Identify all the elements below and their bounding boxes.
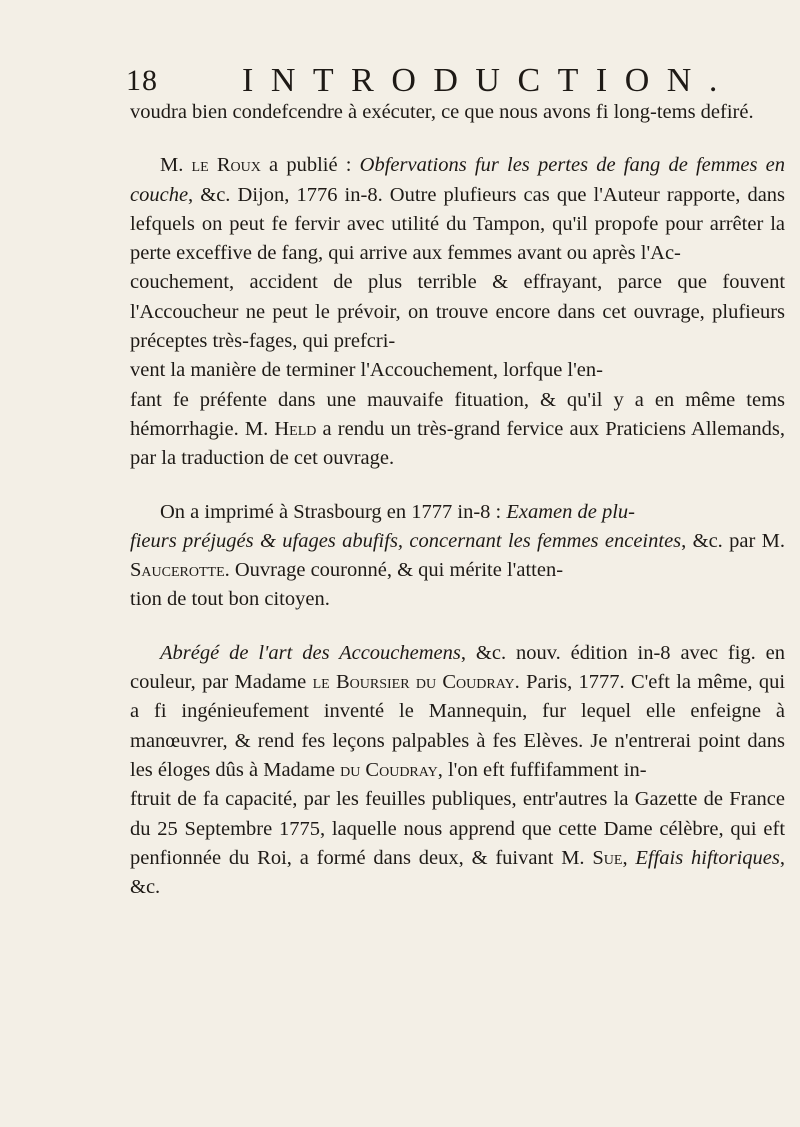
- paragraph: [130, 151, 785, 473]
- text-run: avec utilité du Tampon, qu'il propofe pour arrêter la perte: [130, 212, 786, 265]
- text-run: même tems hémorrhagie. M.: [130, 388, 785, 440]
- text-run: éloges dûs à Madame: [157, 758, 341, 781]
- text-run: , &c.: [130, 846, 785, 899]
- text-run: , l'on eft fuffifamment in-: [437, 758, 647, 781]
- text-run: .: [514, 671, 520, 694]
- text-run: Saucerotte: [130, 559, 225, 582]
- paragraph: [130, 639, 785, 903]
- text-run: . Ouvrage couronné, & qui mérite l'atten-: [224, 559, 564, 582]
- paragraph: [130, 498, 785, 615]
- page-number: 18: [126, 64, 158, 97]
- text-run: a publié :: [260, 154, 360, 177]
- text-run: ftruit de fa capacité, par les feuilles publiques, entr'autres la: [130, 788, 629, 811]
- text-run: a formé dans deux, & fuivant M.: [299, 846, 593, 869]
- text-run: Held: [274, 417, 317, 440]
- text-run: , &c. nouv. édition in-8: [460, 641, 671, 664]
- paragraph: [130, 98, 785, 127]
- text-run: de femmes en couche: [130, 154, 786, 206]
- text-run: Abrégé de l'art des Accouchemens: [160, 641, 461, 664]
- text-run: apprend que cette Dame célèbre, qui eft penfionnée du Roi,: [130, 817, 786, 869]
- text-run: par M.: [729, 529, 786, 552]
- text-run: Gazette de France du 25 Septembre 1775, laquelle nous: [130, 788, 786, 840]
- body-text: [130, 98, 785, 902]
- text-run: avec fig. en couleur, par Madame: [130, 641, 786, 694]
- text-run: dans cet ouvrage, plufieurs préceptes très-fages, qui prefcri-: [130, 300, 785, 353]
- text-run: Mannequin, fur lequel elle enfeigne à manœuvrer, & rend fes: [130, 700, 786, 752]
- text-run: fant fe préfente dans une mauvaife fituation, & qu'il y a en: [130, 388, 675, 411]
- text-run: a rendu un très-grand: [316, 417, 501, 440]
- text-run: cas que l'Auteur rapporte, dans lefquels on peut fe fervir: [130, 183, 786, 235]
- text-run: Sue: [592, 846, 623, 869]
- text-run: exceffive de fang, qui arrive aux femmes avant ou après l'Ac-: [176, 242, 681, 265]
- text-run: Paris, 1777. C'eft la même, qui a fi ingénieufement inventé le: [130, 671, 786, 723]
- text-run: le Roux: [191, 154, 261, 177]
- text-run: fieurs préjugés & ufages abufifs, concernant les femmes enceintes: [130, 529, 682, 552]
- text-run: ouvrage.: [322, 447, 395, 470]
- text-run: Examen de plu-: [506, 500, 636, 523]
- text-run: leçons palpables à fes Elèves. Je n'entrerai point dans les: [130, 729, 786, 781]
- text-run: du Coudray: [340, 758, 438, 781]
- text-run: tion de tout bon citoyen.: [130, 588, 330, 611]
- text-run: Effais hiftoriques: [635, 846, 780, 869]
- text-run: On a imprimé à Strasbourg en 1777 in-8 :: [160, 500, 507, 523]
- text-run: le Boursier du Coudray: [312, 671, 515, 694]
- text-run: , &c.: [681, 529, 723, 552]
- text-run: fervice aux Praticiens Allemands, par la traduction de cet: [130, 417, 785, 470]
- text-run: fouvent l'Accoucheur ne peut le prévoir, on trouve encore: [130, 271, 786, 323]
- text-run: vent la manière de terminer l'Accouchement, lorfque l'en-: [130, 359, 603, 382]
- text-run: Obfervations fur les pertes de fang: [359, 154, 661, 177]
- running-title: INTRODUCTION.: [242, 62, 735, 99]
- text-run: M.: [160, 154, 192, 177]
- text-run: voudra bien condefcendre à exécuter, ce que nous avons fi: [130, 101, 609, 123]
- text-run: couchement, accident de plus terrible & effrayant, parce que: [130, 271, 707, 294]
- text-run: , &c. Dijon, 1776 in-8. Outre plufieurs: [188, 183, 517, 206]
- text-run: long-tems defiré.: [613, 101, 754, 123]
- text-run: ,: [622, 846, 636, 869]
